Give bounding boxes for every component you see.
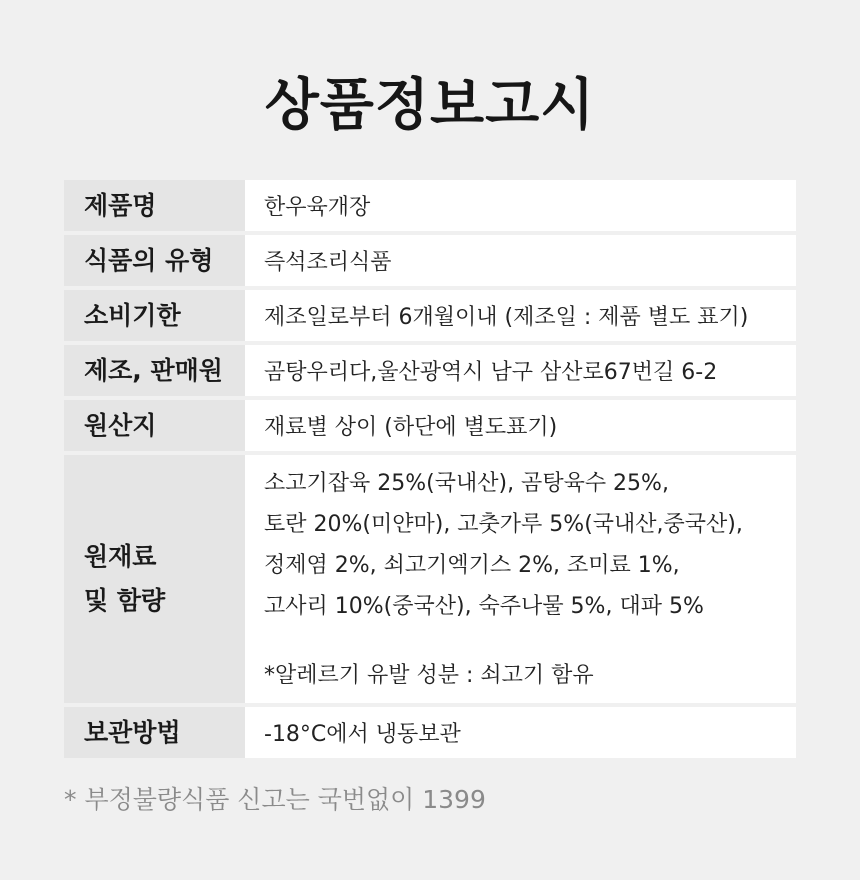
row-ingredients [64, 455, 796, 703]
ingredient-line: 소고기잡육 25%(국내산), 곰탕육수 25%, [264, 471, 669, 496]
row-label: 식품의 유형 [64, 235, 245, 286]
allergy-note: *알레르기 유발 성분 : 쇠고기 함유 [264, 663, 594, 688]
report-footnote: * 부정불량식품 신고는 국번없이 1399 [64, 785, 486, 814]
row-label: 보관방법 [64, 707, 245, 758]
row-label-line: 및 함량 [84, 586, 166, 615]
row-value: 한우육개장 [245, 180, 796, 231]
row-food-type [64, 235, 796, 286]
ingredient-line: 정제염 2%, 쇠고기엑기스 2%, 조미료 1%, [264, 553, 680, 578]
ingredients-value [245, 455, 796, 703]
product-info-table [64, 180, 796, 762]
row-label-line: 원재료 [84, 542, 157, 571]
row-label [64, 455, 245, 703]
row-value: -18°C에서 냉동보관 [245, 707, 796, 758]
row-expiry [64, 290, 796, 341]
page-title: 상품정보고시 [264, 73, 596, 138]
row-label: 제조, 판매원 [64, 345, 245, 396]
row-manufacturer [64, 345, 796, 396]
row-product-name [64, 180, 796, 231]
ingredient-line: 토란 20%(미얀마), 고춧가루 5%(국내산,중국산), [264, 512, 743, 537]
row-label: 제품명 [64, 180, 245, 231]
row-label: 소비기한 [64, 290, 245, 341]
row-value: 재료별 상이 (하단에 별도표기) [245, 400, 796, 451]
row-value: 제조일로부터 6개월이내 (제조일 : 제품 별도 표기) [245, 290, 796, 341]
row-origin [64, 400, 796, 451]
row-value: 곰탕우리다,울산광역시 남구 삼산로67번길 6-2 [245, 345, 796, 396]
row-storage [64, 707, 796, 758]
ingredient-line: 고사리 10%(중국산), 숙주나물 5%, 대파 5% [264, 594, 704, 619]
row-label: 원산지 [64, 400, 245, 451]
row-value: 즉석조리식품 [245, 235, 796, 286]
